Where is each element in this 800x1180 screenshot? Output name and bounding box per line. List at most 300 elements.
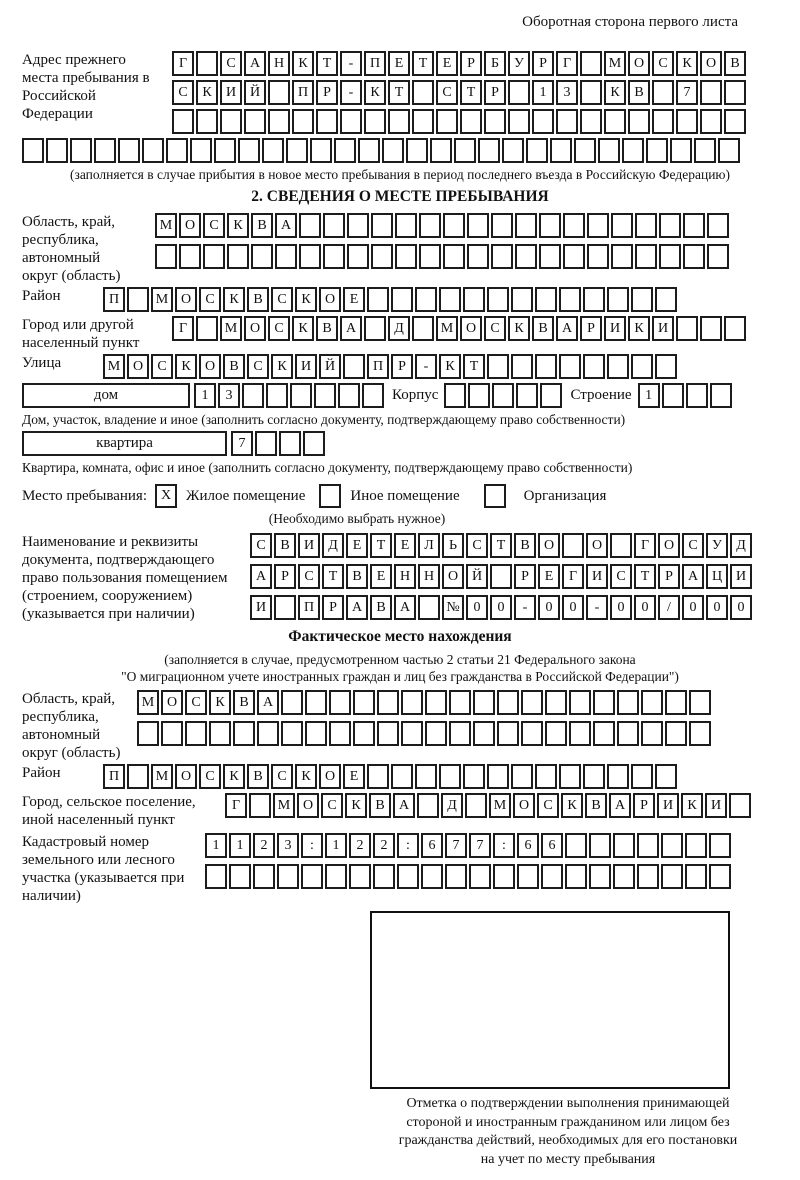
char-box[interactable]: С: [271, 287, 293, 312]
char-box[interactable]: [545, 721, 567, 746]
char-box[interactable]: [274, 595, 296, 620]
char-box[interactable]: :: [301, 833, 323, 858]
char-box[interactable]: [467, 244, 489, 269]
char-box[interactable]: И: [705, 793, 727, 818]
char-box[interactable]: П: [103, 764, 125, 789]
char-box[interactable]: [521, 690, 543, 715]
char-box[interactable]: [142, 138, 164, 163]
char-box[interactable]: [707, 244, 729, 269]
char-box[interactable]: П: [292, 80, 314, 105]
char-box[interactable]: [729, 793, 751, 818]
char-box[interactable]: -: [340, 51, 362, 76]
char-box[interactable]: [412, 80, 434, 105]
char-box[interactable]: [251, 244, 273, 269]
char-box[interactable]: М: [103, 354, 125, 379]
char-box[interactable]: [388, 109, 410, 134]
char-box[interactable]: Г: [556, 51, 578, 76]
char-box[interactable]: [487, 354, 509, 379]
char-box[interactable]: [70, 138, 92, 163]
char-box[interactable]: И: [295, 354, 317, 379]
char-box[interactable]: [511, 764, 533, 789]
char-box[interactable]: Р: [460, 51, 482, 76]
char-box[interactable]: [443, 213, 465, 238]
char-box[interactable]: [617, 690, 639, 715]
char-box[interactable]: К: [175, 354, 197, 379]
char-box[interactable]: [190, 138, 212, 163]
char-box[interactable]: С: [484, 316, 506, 341]
char-box[interactable]: [412, 316, 434, 341]
char-box[interactable]: Г: [172, 316, 194, 341]
char-box[interactable]: В: [532, 316, 554, 341]
char-box[interactable]: [583, 354, 605, 379]
char-box[interactable]: [415, 287, 437, 312]
char-box[interactable]: С: [271, 764, 293, 789]
char-box[interactable]: [220, 109, 242, 134]
char-box[interactable]: [535, 354, 557, 379]
char-box[interactable]: [373, 864, 395, 889]
char-box[interactable]: [685, 864, 707, 889]
char-box[interactable]: 0: [490, 595, 512, 620]
char-box[interactable]: О: [700, 51, 722, 76]
char-box[interactable]: М: [137, 690, 159, 715]
char-box[interactable]: 0: [538, 595, 560, 620]
char-box[interactable]: 0: [610, 595, 632, 620]
char-box[interactable]: [598, 138, 620, 163]
char-box[interactable]: 3: [218, 383, 240, 408]
char-box[interactable]: [439, 764, 461, 789]
char-box[interactable]: [587, 213, 609, 238]
char-box[interactable]: [497, 721, 519, 746]
char-box[interactable]: [397, 864, 419, 889]
char-box[interactable]: [676, 109, 698, 134]
char-box[interactable]: Р: [322, 595, 344, 620]
char-box[interactable]: 3: [277, 833, 299, 858]
char-box[interactable]: [628, 109, 650, 134]
char-box[interactable]: В: [247, 764, 269, 789]
char-box[interactable]: Г: [225, 793, 247, 818]
char-box[interactable]: [559, 764, 581, 789]
char-box[interactable]: В: [251, 213, 273, 238]
char-box[interactable]: Р: [532, 51, 554, 76]
char-box[interactable]: О: [161, 690, 183, 715]
char-box[interactable]: А: [556, 316, 578, 341]
char-box[interactable]: [277, 864, 299, 889]
char-box[interactable]: Б: [484, 51, 506, 76]
char-box[interactable]: [707, 213, 729, 238]
char-box[interactable]: [661, 833, 683, 858]
char-box[interactable]: [724, 80, 746, 105]
char-box[interactable]: [611, 213, 633, 238]
char-box[interactable]: В: [514, 533, 536, 558]
char-box[interactable]: [268, 80, 290, 105]
char-box[interactable]: К: [508, 316, 530, 341]
char-box[interactable]: А: [340, 316, 362, 341]
char-box[interactable]: [268, 109, 290, 134]
char-box[interactable]: [347, 213, 369, 238]
char-box[interactable]: [406, 138, 428, 163]
char-box[interactable]: [255, 431, 277, 456]
char-box[interactable]: В: [346, 564, 368, 589]
char-box[interactable]: [257, 721, 279, 746]
char-box[interactable]: К: [223, 287, 245, 312]
char-box[interactable]: К: [295, 287, 317, 312]
char-box[interactable]: С: [682, 533, 704, 558]
char-box[interactable]: [689, 690, 711, 715]
char-box[interactable]: [484, 109, 506, 134]
char-box[interactable]: Г: [172, 51, 194, 76]
char-box[interactable]: [637, 864, 659, 889]
char-box[interactable]: [449, 721, 471, 746]
char-box[interactable]: 3: [556, 80, 578, 105]
char-box[interactable]: [473, 721, 495, 746]
char-box[interactable]: Р: [274, 564, 296, 589]
char-box[interactable]: [604, 109, 626, 134]
char-box[interactable]: -: [415, 354, 437, 379]
char-box[interactable]: О: [460, 316, 482, 341]
checkbox-inoe[interactable]: [319, 484, 341, 508]
char-box[interactable]: Т: [322, 564, 344, 589]
char-box[interactable]: [209, 721, 231, 746]
char-box[interactable]: К: [676, 51, 698, 76]
char-box[interactable]: [637, 833, 659, 858]
char-box[interactable]: [325, 864, 347, 889]
char-box[interactable]: [613, 833, 635, 858]
char-box[interactable]: [563, 213, 585, 238]
char-box[interactable]: В: [223, 354, 245, 379]
char-box[interactable]: [305, 721, 327, 746]
char-box[interactable]: И: [604, 316, 626, 341]
char-box[interactable]: М: [155, 213, 177, 238]
char-box[interactable]: [314, 383, 336, 408]
char-box[interactable]: [46, 138, 68, 163]
char-box[interactable]: [559, 354, 581, 379]
char-box[interactable]: [631, 287, 653, 312]
char-box[interactable]: [487, 287, 509, 312]
char-box[interactable]: [454, 138, 476, 163]
char-box[interactable]: Е: [343, 764, 365, 789]
char-box[interactable]: [556, 109, 578, 134]
char-box[interactable]: С: [652, 51, 674, 76]
char-box[interactable]: [349, 864, 371, 889]
char-box[interactable]: 7: [469, 833, 491, 858]
char-box[interactable]: [670, 138, 692, 163]
char-box[interactable]: [562, 533, 584, 558]
char-box[interactable]: С: [466, 533, 488, 558]
char-box[interactable]: С: [250, 533, 272, 558]
char-box[interactable]: Е: [346, 533, 368, 558]
char-box[interactable]: С: [321, 793, 343, 818]
char-box[interactable]: [635, 213, 657, 238]
char-box[interactable]: В: [316, 316, 338, 341]
char-box[interactable]: [508, 109, 530, 134]
char-box[interactable]: [281, 721, 303, 746]
char-box[interactable]: 0: [466, 595, 488, 620]
char-box[interactable]: [545, 690, 567, 715]
char-box[interactable]: [468, 383, 490, 408]
char-box[interactable]: Е: [436, 51, 458, 76]
char-box[interactable]: К: [292, 316, 314, 341]
char-box[interactable]: Р: [391, 354, 413, 379]
char-box[interactable]: О: [442, 564, 464, 589]
char-box[interactable]: [395, 244, 417, 269]
char-box[interactable]: [646, 138, 668, 163]
char-box[interactable]: А: [393, 793, 415, 818]
char-box[interactable]: Ц: [706, 564, 728, 589]
char-box[interactable]: [641, 721, 663, 746]
char-box[interactable]: [490, 564, 512, 589]
char-box[interactable]: Е: [388, 51, 410, 76]
char-box[interactable]: [587, 244, 609, 269]
char-box[interactable]: [491, 213, 513, 238]
char-box[interactable]: Г: [634, 533, 656, 558]
char-box[interactable]: [196, 316, 218, 341]
char-box[interactable]: О: [179, 213, 201, 238]
char-box[interactable]: П: [367, 354, 389, 379]
char-box[interactable]: У: [508, 51, 530, 76]
char-box[interactable]: [665, 721, 687, 746]
char-box[interactable]: С: [436, 80, 458, 105]
char-box[interactable]: Р: [316, 80, 338, 105]
char-box[interactable]: [467, 213, 489, 238]
char-box[interactable]: [517, 864, 539, 889]
char-box[interactable]: [137, 721, 159, 746]
char-box[interactable]: [535, 287, 557, 312]
char-box[interactable]: [580, 51, 602, 76]
char-box[interactable]: [179, 244, 201, 269]
char-box[interactable]: Т: [463, 354, 485, 379]
char-box[interactable]: №: [442, 595, 464, 620]
char-box[interactable]: А: [682, 564, 704, 589]
char-box[interactable]: В: [585, 793, 607, 818]
char-box[interactable]: С: [610, 564, 632, 589]
char-box[interactable]: [238, 138, 260, 163]
char-box[interactable]: [340, 109, 362, 134]
char-box[interactable]: 6: [541, 833, 563, 858]
char-box[interactable]: О: [538, 533, 560, 558]
char-box[interactable]: В: [369, 793, 391, 818]
char-box[interactable]: 1: [325, 833, 347, 858]
char-box[interactable]: [511, 287, 533, 312]
char-box[interactable]: [391, 287, 413, 312]
char-box[interactable]: [516, 383, 538, 408]
char-box[interactable]: [607, 287, 629, 312]
char-box[interactable]: [444, 383, 466, 408]
char-box[interactable]: [493, 864, 515, 889]
char-box[interactable]: Н: [418, 564, 440, 589]
char-box[interactable]: [694, 138, 716, 163]
char-box[interactable]: Ь: [442, 533, 464, 558]
char-box[interactable]: [205, 864, 227, 889]
char-box[interactable]: П: [298, 595, 320, 620]
char-box[interactable]: [559, 287, 581, 312]
char-box[interactable]: [541, 864, 563, 889]
char-box[interactable]: К: [364, 80, 386, 105]
char-box[interactable]: -: [586, 595, 608, 620]
char-box[interactable]: [515, 213, 537, 238]
char-box[interactable]: [367, 287, 389, 312]
char-box[interactable]: О: [658, 533, 680, 558]
char-box[interactable]: М: [273, 793, 295, 818]
char-box[interactable]: А: [394, 595, 416, 620]
char-box[interactable]: С: [298, 564, 320, 589]
char-box[interactable]: [469, 864, 491, 889]
char-box[interactable]: В: [370, 595, 392, 620]
char-box[interactable]: К: [345, 793, 367, 818]
char-box[interactable]: [683, 244, 705, 269]
char-box[interactable]: [323, 244, 345, 269]
char-box[interactable]: [539, 213, 561, 238]
char-box[interactable]: [443, 244, 465, 269]
char-box[interactable]: О: [513, 793, 535, 818]
char-box[interactable]: [425, 721, 447, 746]
char-box[interactable]: [641, 690, 663, 715]
char-box[interactable]: А: [609, 793, 631, 818]
char-box[interactable]: [303, 431, 325, 456]
char-box[interactable]: [689, 721, 711, 746]
char-box[interactable]: [583, 287, 605, 312]
char-box[interactable]: [607, 354, 629, 379]
char-box[interactable]: [334, 138, 356, 163]
char-box[interactable]: С: [220, 51, 242, 76]
char-box[interactable]: И: [220, 80, 242, 105]
char-box[interactable]: 0: [682, 595, 704, 620]
char-box[interactable]: [700, 316, 722, 341]
char-box[interactable]: 0: [634, 595, 656, 620]
char-box[interactable]: [419, 244, 441, 269]
char-box[interactable]: [686, 383, 708, 408]
char-box[interactable]: [244, 109, 266, 134]
char-box[interactable]: [155, 244, 177, 269]
char-box[interactable]: [262, 138, 284, 163]
char-box[interactable]: О: [127, 354, 149, 379]
char-box[interactable]: [574, 138, 596, 163]
char-box[interactable]: [436, 109, 458, 134]
char-box[interactable]: М: [604, 51, 626, 76]
char-box[interactable]: [233, 721, 255, 746]
char-box[interactable]: [299, 213, 321, 238]
char-box[interactable]: У: [706, 533, 728, 558]
char-box[interactable]: [655, 764, 677, 789]
char-box[interactable]: С: [199, 764, 221, 789]
char-box[interactable]: 1: [194, 383, 216, 408]
char-box[interactable]: П: [364, 51, 386, 76]
char-box[interactable]: [401, 721, 423, 746]
char-box[interactable]: О: [586, 533, 608, 558]
char-box[interactable]: [685, 833, 707, 858]
char-box[interactable]: О: [319, 287, 341, 312]
char-box[interactable]: [377, 721, 399, 746]
char-box[interactable]: В: [247, 287, 269, 312]
char-box[interactable]: [617, 721, 639, 746]
char-box[interactable]: [580, 80, 602, 105]
char-box[interactable]: [508, 80, 530, 105]
char-box[interactable]: [343, 354, 365, 379]
char-box[interactable]: 7: [445, 833, 467, 858]
char-box[interactable]: [521, 721, 543, 746]
char-box[interactable]: А: [275, 213, 297, 238]
char-box[interactable]: [611, 244, 633, 269]
char-box[interactable]: 1: [205, 833, 227, 858]
char-box[interactable]: [203, 244, 225, 269]
char-box[interactable]: [127, 287, 149, 312]
char-box[interactable]: [266, 383, 288, 408]
char-box[interactable]: Н: [268, 51, 290, 76]
char-box[interactable]: [353, 721, 375, 746]
char-box[interactable]: [683, 213, 705, 238]
char-box[interactable]: В: [233, 690, 255, 715]
char-box[interactable]: Е: [394, 533, 416, 558]
char-box[interactable]: [362, 383, 384, 408]
char-box[interactable]: С: [151, 354, 173, 379]
char-box[interactable]: [491, 244, 513, 269]
char-box[interactable]: [127, 764, 149, 789]
checkbox-zhiloe[interactable]: X: [155, 484, 177, 508]
char-box[interactable]: [353, 690, 375, 715]
char-box[interactable]: К: [196, 80, 218, 105]
char-box[interactable]: 6: [517, 833, 539, 858]
char-box[interactable]: [417, 793, 439, 818]
char-box[interactable]: 1: [532, 80, 554, 105]
char-box[interactable]: О: [297, 793, 319, 818]
char-box[interactable]: [377, 690, 399, 715]
char-box[interactable]: Й: [244, 80, 266, 105]
char-box[interactable]: [463, 764, 485, 789]
char-box[interactable]: [430, 138, 452, 163]
char-box[interactable]: К: [439, 354, 461, 379]
char-box[interactable]: [539, 244, 561, 269]
char-box[interactable]: [242, 383, 264, 408]
char-box[interactable]: Е: [370, 564, 392, 589]
char-box[interactable]: [275, 244, 297, 269]
char-box[interactable]: [94, 138, 116, 163]
char-box[interactable]: 0: [562, 595, 584, 620]
char-box[interactable]: С: [537, 793, 559, 818]
char-box[interactable]: [118, 138, 140, 163]
char-box[interactable]: [301, 864, 323, 889]
char-box[interactable]: [659, 213, 681, 238]
char-box[interactable]: :: [493, 833, 515, 858]
char-box[interactable]: [310, 138, 332, 163]
char-box[interactable]: [700, 109, 722, 134]
char-box[interactable]: [526, 138, 548, 163]
char-box[interactable]: [196, 51, 218, 76]
char-box[interactable]: [316, 109, 338, 134]
char-box[interactable]: К: [271, 354, 293, 379]
char-box[interactable]: Р: [633, 793, 655, 818]
char-box[interactable]: В: [628, 80, 650, 105]
char-box[interactable]: [724, 109, 746, 134]
char-box[interactable]: [358, 138, 380, 163]
char-box[interactable]: [465, 793, 487, 818]
char-box[interactable]: [589, 833, 611, 858]
char-box[interactable]: И: [250, 595, 272, 620]
char-box[interactable]: Д: [388, 316, 410, 341]
char-box[interactable]: К: [223, 764, 245, 789]
char-box[interactable]: М: [489, 793, 511, 818]
char-box[interactable]: Й: [466, 564, 488, 589]
char-box[interactable]: Й: [319, 354, 341, 379]
char-box[interactable]: Т: [460, 80, 482, 105]
char-box[interactable]: [460, 109, 482, 134]
char-box[interactable]: С: [247, 354, 269, 379]
char-box[interactable]: [418, 595, 440, 620]
char-box[interactable]: М: [151, 287, 173, 312]
char-box[interactable]: [445, 864, 467, 889]
char-box[interactable]: А: [257, 690, 279, 715]
char-box[interactable]: [589, 864, 611, 889]
char-box[interactable]: [492, 383, 514, 408]
char-box[interactable]: [478, 138, 500, 163]
